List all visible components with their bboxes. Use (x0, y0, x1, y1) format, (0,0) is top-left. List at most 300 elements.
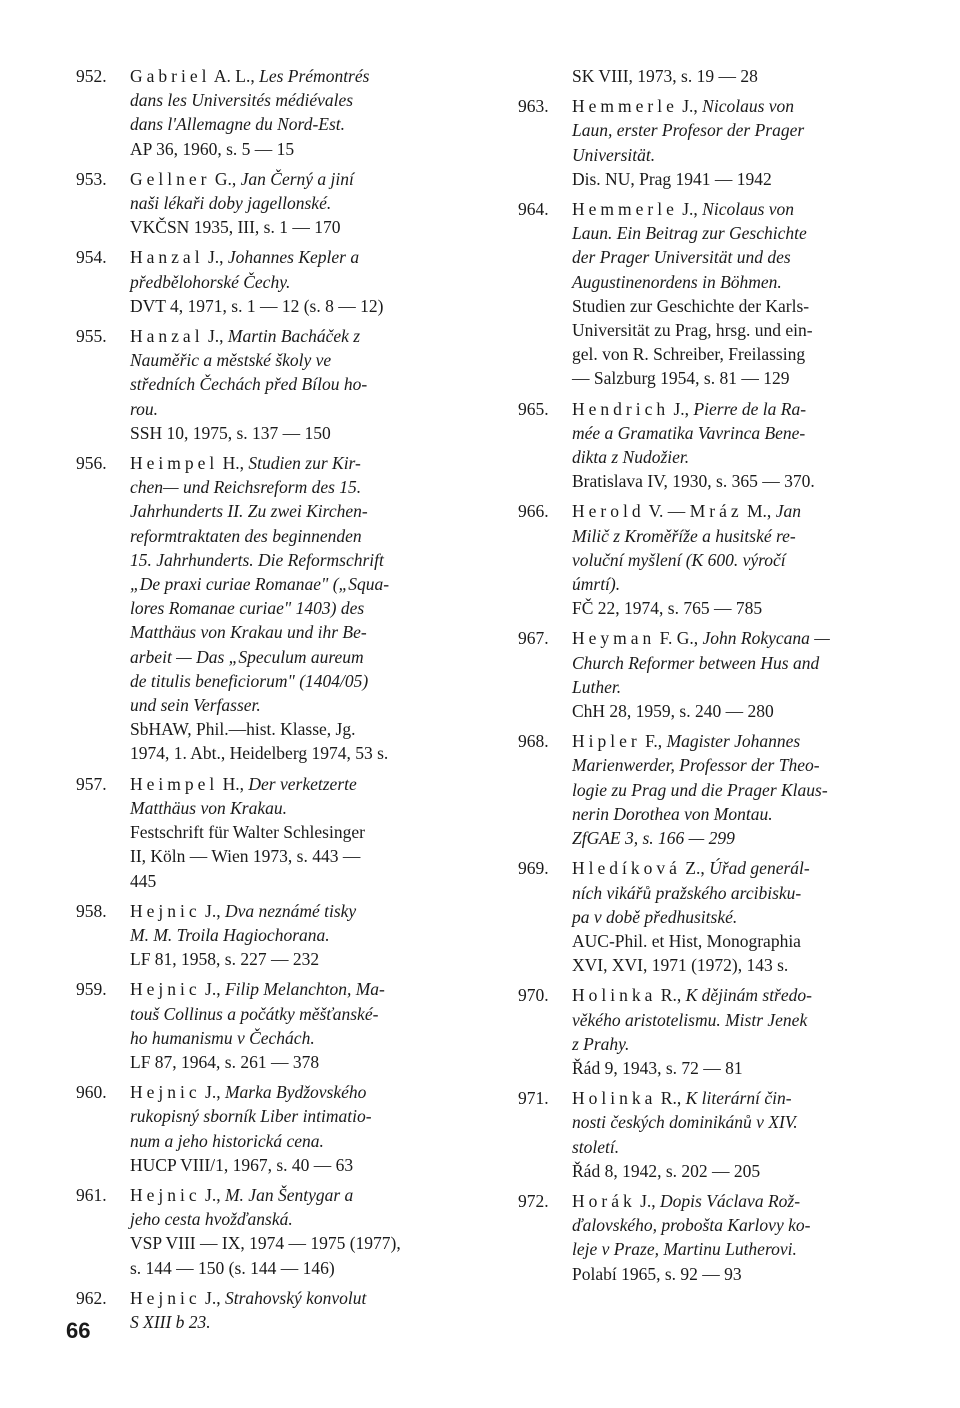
work-title: Dopis Václava Rož- (660, 1190, 801, 1211)
entry-line (130, 899, 466, 923)
entry-line (572, 953, 898, 977)
author-name: Hejnic (130, 979, 201, 1000)
citation-text: XVI, XVI, 1971 (1972), 143 s. (572, 955, 789, 976)
author-name: Hanzal (130, 247, 204, 268)
entry-text (572, 626, 898, 723)
entry-text (130, 899, 466, 972)
citation-text: AP 36, 1960, s. 5 — 15 (130, 138, 295, 159)
entry-line (572, 197, 898, 221)
citation-text: SSH 10, 1975, s. 137 — 150 (130, 422, 331, 443)
bibliography-column-left (76, 64, 466, 1340)
work-title: Der verketzerte (248, 773, 357, 794)
author-name: Hemmerle (572, 199, 678, 220)
entry-line (572, 1056, 898, 1080)
entry-line (572, 143, 898, 167)
work-title: věkého aristotelismu. Mistr Jenek (572, 1009, 808, 1030)
work-title: ďalovského, probošta Karlovy ko- (572, 1215, 811, 1236)
author-name: Hanzal (130, 326, 204, 347)
entry-line (572, 1008, 898, 1032)
entry-line (130, 693, 466, 717)
work-title: Nauměřic a městské školy ve (130, 350, 332, 371)
citation-text: gel. von R. Schreiber, Freilassing (572, 344, 806, 365)
work-title: Laun, erster Profesor der Prager (572, 120, 805, 141)
citation-text: AUC-Phil. et Hist, Monographia (572, 930, 801, 951)
work-title: ZfGAE 3, s. 166 — 299 (572, 828, 735, 849)
entry-line (572, 469, 898, 493)
entry-line (130, 1256, 466, 1280)
bibliography-entry (518, 983, 898, 1080)
citation-text: M., (742, 501, 776, 522)
entry-line (572, 626, 898, 650)
citation-text: R., (656, 985, 686, 1006)
entry-text (130, 64, 466, 161)
citation-text: Z., (680, 858, 710, 879)
citation-text: LF 81, 1958, s. 227 — 232 (130, 949, 320, 970)
citation-text: VKČSN 1935, III, s. 1 — 170 (130, 217, 341, 238)
work-title: touš Collinus a počátky měšťanské- (130, 1003, 379, 1024)
work-title: Martin Bacháček z (227, 326, 361, 347)
citation-text: J., (200, 1287, 225, 1308)
entry-number: 971. (518, 1088, 549, 1109)
entry-line (130, 1002, 466, 1026)
entry-line (130, 741, 466, 765)
entry-line (572, 94, 898, 118)
work-title: K dějinám středo- (685, 985, 812, 1006)
entry-text (130, 1183, 466, 1280)
entry-line (130, 620, 466, 644)
work-title: Dva neznámé tisky (224, 900, 357, 921)
entry-line (572, 983, 898, 1007)
entry-text (572, 1189, 898, 1286)
entry-line (130, 572, 466, 596)
entry-line (572, 294, 898, 318)
work-title: mée a Gramatika Vavrinca Bene- (572, 422, 806, 443)
work-title: der Prager Universität und des (572, 247, 791, 268)
work-title: arbeit — Das „Speculum aureum (130, 646, 364, 667)
work-title: Augustinenordens in Böhmen. (572, 271, 782, 292)
bibliography-entry (518, 1189, 898, 1286)
work-title: úmrtí). (572, 574, 621, 595)
entry-line (572, 118, 898, 142)
entry-line (572, 548, 898, 572)
entry-line (130, 820, 466, 844)
entry-line (130, 947, 466, 971)
work-title: ho humanismu v Čechách. (130, 1027, 315, 1048)
work-title: John Rokycana — (702, 628, 830, 649)
citation-text: Bratislava IV, 1930, s. 365 — 370. (572, 471, 815, 492)
citation-text: H., (218, 773, 249, 794)
entry-text (130, 324, 466, 445)
citation-text: II, Köln — Wien 1973, s. 443 — (130, 846, 361, 867)
entry-line (572, 499, 898, 523)
citation-text: SbHAW, Phil.—hist. Klasse, Jg. (130, 719, 356, 740)
citation-text: A. L., (210, 66, 260, 86)
citation-text: FČ 22, 1974, s. 765 — 785 (572, 598, 763, 619)
bibliography-entry (76, 899, 466, 972)
entry-line (572, 318, 898, 342)
work-title: Jahrhunderts II. Zu zwei Kirchen- (130, 501, 368, 522)
entry-line (130, 1080, 466, 1104)
entry-line (130, 137, 466, 161)
entry-number: 968. (518, 731, 549, 752)
entry-number: 966. (518, 501, 549, 522)
citation-text: V. — (644, 501, 690, 522)
entry-line (130, 112, 466, 136)
entry-line (572, 1262, 898, 1286)
citation-text: J., (677, 199, 703, 220)
entry-line (572, 778, 898, 802)
author-name: Heimpel (130, 773, 219, 794)
entry-line (572, 729, 898, 753)
entry-line (572, 572, 898, 596)
bibliography-entry (76, 1183, 466, 1280)
work-title: Universität. (572, 144, 656, 165)
citation-text: H., (218, 453, 249, 474)
entry-line (130, 524, 466, 548)
entry-line (572, 1032, 898, 1056)
author-name: Gellner (130, 168, 211, 189)
entry-number: 972. (518, 1190, 549, 1211)
entry-number: 967. (518, 628, 549, 649)
entry-text (572, 94, 898, 191)
work-title: K literární čin- (685, 1088, 792, 1109)
work-title: předbělohorské Čechy. (130, 271, 291, 292)
work-title: Marienwerder, Professor der Theo- (572, 755, 820, 776)
work-title: nerin Dorothea von Montau. (572, 803, 773, 824)
work-title: z Prahy. (572, 1033, 630, 1054)
entry-line (572, 802, 898, 826)
entry-line (572, 167, 898, 191)
work-title: Milič z Kroměříže a husitské re- (572, 525, 796, 546)
work-title: naši lékaři doby jagellonské. (130, 193, 332, 214)
entry-line (130, 645, 466, 669)
entry-line (130, 548, 466, 572)
work-title: S XIII b 23. (130, 1311, 211, 1332)
work-title: pa v době předhusitské. (572, 906, 738, 927)
entry-line (130, 1310, 466, 1334)
work-title: Nicolaus von (702, 96, 795, 117)
entry-line (130, 499, 466, 523)
citation-text: 445 (130, 870, 157, 891)
work-title: středních Čechách před Bílou ho- (130, 374, 368, 395)
citation-text: 1974, 1. Abt., Heidelberg 1974, 53 s. (130, 743, 389, 764)
entry-text (572, 729, 898, 850)
citation-text: F. G., (655, 628, 703, 649)
entry-line (130, 596, 466, 620)
author-name: Heyman (572, 628, 656, 649)
page-number: 66 (66, 1318, 91, 1343)
citation-text: J., (200, 1082, 225, 1103)
entry-line (572, 881, 898, 905)
work-title: dans l'Allemagne du Nord-Est. (130, 114, 346, 135)
entry-line (572, 596, 898, 620)
entry-line (130, 324, 466, 348)
work-title: chen— und Reichsreform des 15. (130, 477, 362, 498)
entry-line (130, 844, 466, 868)
citation-text: DVT 4, 1971, s. 1 — 12 (s. 8 — 12) (130, 295, 384, 316)
bibliography-entry (518, 197, 898, 391)
entry-line (130, 1104, 466, 1128)
bibliography-entry (76, 64, 466, 161)
citation-text: s. 144 — 150 (s. 144 — 146) (130, 1257, 335, 1278)
entry-line (572, 753, 898, 777)
entry-line (130, 1129, 466, 1153)
work-title: „De praxi curiae Romanae" („Squa- (130, 574, 390, 595)
entry-number: 963. (518, 96, 549, 117)
entry-text (572, 197, 898, 391)
work-title: Johannes Kepler a (227, 247, 360, 268)
entry-number: 958. (76, 900, 107, 921)
author-name: Hejnic (130, 1082, 201, 1103)
work-title: Filip Melanchton, Ma- (224, 979, 385, 1000)
entry-line (130, 88, 466, 112)
entry-line (572, 397, 898, 421)
bibliography-entry (518, 1086, 898, 1183)
entry-line (572, 699, 898, 723)
work-title: voluční myšlení (K 600. výročí (572, 549, 786, 570)
entry-line (572, 651, 898, 675)
entry-number: 965. (518, 398, 549, 419)
entry-line (572, 929, 898, 953)
work-title: logie zu Prag und die Prager Klaus- (572, 779, 828, 800)
author-name: Hendrich (572, 398, 670, 419)
citation-text: — Salzburg 1954, s. 81 — 129 (572, 368, 790, 389)
entry-text (572, 856, 898, 977)
entry-line (130, 294, 466, 318)
work-title: und sein Verfasser. (130, 695, 261, 716)
entry-text (572, 1086, 898, 1183)
entry-line (130, 1231, 466, 1255)
entry-line (572, 270, 898, 294)
citation-text: G., (210, 168, 241, 189)
entry-line (130, 923, 466, 947)
entry-line (130, 348, 466, 372)
entry-number: 954. (76, 247, 107, 268)
citation-text: J., (200, 979, 225, 1000)
entry-line (572, 221, 898, 245)
entry-line (130, 796, 466, 820)
citation-text: Řád 8, 1942, s. 202 — 205 (572, 1160, 761, 1181)
bibliography-entry (76, 977, 466, 1074)
entry-line (130, 270, 466, 294)
work-title: Strahovský konvolut (224, 1287, 367, 1308)
entry-line (130, 421, 466, 445)
citation-text: Řád 9, 1943, s. 72 — 81 (572, 1057, 743, 1078)
entry-line (130, 1286, 466, 1310)
entry-line (572, 905, 898, 929)
citation-text: Festschrift für Walter Schlesinger (130, 822, 365, 843)
author-name: Mráz (689, 501, 743, 522)
entry-line (130, 451, 466, 475)
entry-number: 961. (76, 1184, 107, 1205)
entry-line (572, 1213, 898, 1237)
entry-line (130, 372, 466, 396)
work-title: reformtraktaten des beginnenden (130, 525, 362, 546)
entry-line (572, 856, 898, 880)
bibliography-entry (518, 397, 898, 494)
work-title: rukopisný sborník Liber intimatio- (130, 1106, 372, 1127)
entry-line (130, 717, 466, 741)
citation-text: LF 87, 1964, s. 261 — 378 (130, 1051, 320, 1072)
entry-text (130, 451, 466, 766)
work-title: století. (572, 1136, 620, 1157)
work-title: ních vikářů pražského arcibisku- (572, 882, 802, 903)
entry-text (130, 1286, 466, 1334)
citation-text: J., (200, 1184, 225, 1205)
entry-line (130, 475, 466, 499)
work-title: Matthäus von Krakau. (130, 797, 288, 818)
work-title: Laun. Ein Beitrag zur Geschichte (572, 223, 807, 244)
work-title: Úřad generál- (709, 858, 810, 879)
bibliography-entry (76, 245, 466, 318)
entry-line (572, 342, 898, 366)
bibliography-entry (76, 772, 466, 893)
author-name: Herold (572, 501, 645, 522)
citation-text: J., (669, 398, 694, 419)
bibliography-entry (518, 856, 898, 977)
bibliography-entry (76, 451, 466, 766)
entry-line (572, 524, 898, 548)
entry-number: 962. (76, 1287, 107, 1308)
author-name: Hledíková (572, 858, 681, 879)
entry-line (130, 669, 466, 693)
entry-line (130, 1050, 466, 1074)
entry-line (572, 421, 898, 445)
citation-text: VSP VIII — IX, 1974 — 1975 (1977), (130, 1233, 401, 1254)
entry-line (130, 167, 466, 191)
entry-line (130, 869, 466, 893)
entry-line (130, 397, 466, 421)
entry-text (130, 245, 466, 318)
entry-line (572, 445, 898, 469)
entry-line (130, 1153, 466, 1177)
work-title: Nicolaus von (702, 199, 795, 220)
work-title: Luther. (572, 676, 622, 697)
work-title: Jan (775, 501, 801, 522)
work-title: Magister Johannes (666, 731, 801, 752)
bibliography-entry (76, 324, 466, 445)
entry-line (130, 772, 466, 796)
work-title: Les Prémontrés (259, 66, 370, 86)
author-name: Hejnic (130, 1184, 201, 1205)
entry-line (130, 1026, 466, 1050)
entry-number: 959. (76, 979, 107, 1000)
entry-number: 964. (518, 199, 549, 220)
citation-text: R., (656, 1088, 686, 1109)
author-name: Hejnic (130, 1287, 201, 1308)
entry-line (130, 1207, 466, 1231)
author-name: Hemmerle (572, 96, 678, 117)
entry-number: 970. (518, 985, 549, 1006)
entry-line (572, 1086, 898, 1110)
citation-text: Dis. NU, Prag 1941 — 1942 (572, 168, 772, 189)
work-title: Church Reformer between Hus and (572, 652, 820, 673)
entry-line (572, 1159, 898, 1183)
entry-number: 955. (76, 326, 107, 347)
entry-text (572, 499, 898, 620)
bibliography-entry (518, 626, 898, 723)
bibliography-entry (518, 729, 898, 850)
work-title: rou. (130, 398, 159, 419)
entry-number: 953. (76, 168, 107, 189)
work-title: Pierre de la Ra- (693, 398, 807, 419)
work-title: de titulis beneficiorum" (1404/05) (130, 670, 369, 691)
entry-text (130, 772, 466, 893)
work-title: leje v Praze, Martinu Lutherovi. (572, 1239, 797, 1260)
entry-line (130, 1183, 466, 1207)
work-title: dikta z Nudožier. (572, 447, 690, 468)
work-title: Marka Bydžovského (224, 1082, 367, 1103)
work-title: M. Jan Šentygar a (224, 1184, 354, 1205)
citation-text: Studien zur Geschichte der Karls- (572, 295, 810, 316)
entry-line (130, 245, 466, 269)
citation-text: F., (640, 731, 667, 752)
entry-line (572, 1237, 898, 1261)
continued-citation: SK VIII, 1973, s. 19 — 28 (572, 66, 758, 86)
citation-text: J., (635, 1190, 661, 1211)
citation-text: J., (203, 326, 228, 347)
bibliography-entry (518, 94, 898, 191)
bibliography-entry (76, 1080, 466, 1177)
entry-number: 952. (76, 66, 107, 86)
work-title: dans les Universités médiévales (130, 90, 354, 111)
citation-text: J., (203, 247, 228, 268)
entry-line (572, 1110, 898, 1134)
work-title: Matthäus von Krakau und ihr Be- (130, 622, 367, 643)
work-title: Jan Černý a jiní (240, 168, 354, 189)
citation-text: Universität zu Prag, hrsg. und ein- (572, 320, 813, 341)
author-name: Horák (572, 1190, 636, 1211)
entry-number: 957. (76, 773, 107, 794)
citation-text: ChH 28, 1959, s. 240 — 280 (572, 701, 774, 722)
work-title: M. M. Troila Hagiochorana. (130, 924, 330, 945)
work-title: lores Romanae curiae" 1403) des (130, 598, 365, 619)
work-title: nosti českých dominikánů v XIV. (572, 1112, 798, 1133)
author-name: Heimpel (130, 453, 219, 474)
entry-line (572, 366, 898, 390)
entry-line (572, 675, 898, 699)
entry-line (130, 977, 466, 1001)
citation-text: J., (200, 900, 225, 921)
bibliography-entry (76, 167, 466, 240)
entry-line (572, 1135, 898, 1159)
entry-line (130, 215, 466, 239)
citation-text: HUCP VIII/1, 1967, s. 40 — 63 (130, 1154, 354, 1175)
entry-text (130, 977, 466, 1074)
author-name: Holinka (572, 985, 657, 1006)
author-name: Holinka (572, 1088, 657, 1109)
entry-line (130, 191, 466, 215)
entry-text (572, 983, 898, 1080)
author-name: Hipler (572, 731, 641, 752)
entry-line (572, 826, 898, 850)
work-title: Studien zur Kir- (248, 453, 361, 474)
citation-text: J., (677, 96, 703, 117)
entry-line (572, 245, 898, 269)
bibliography-column-right (518, 64, 898, 1292)
entry-text (130, 1080, 466, 1177)
work-title: 15. Jahrhunderts. Die Reformschrift (130, 549, 384, 570)
work-title: jeho cesta hvožďanská. (130, 1209, 293, 1230)
entry-number: 960. (76, 1082, 107, 1103)
bibliography-entry (518, 499, 898, 620)
author-name: Hejnic (130, 900, 201, 921)
entry-line (572, 1189, 898, 1213)
entry-number: 956. (76, 453, 107, 474)
entry-line (130, 64, 466, 88)
citation-text: Polabí 1965, s. 92 — 93 (572, 1263, 742, 1284)
work-title: num a jeho historická cena. (130, 1130, 324, 1151)
